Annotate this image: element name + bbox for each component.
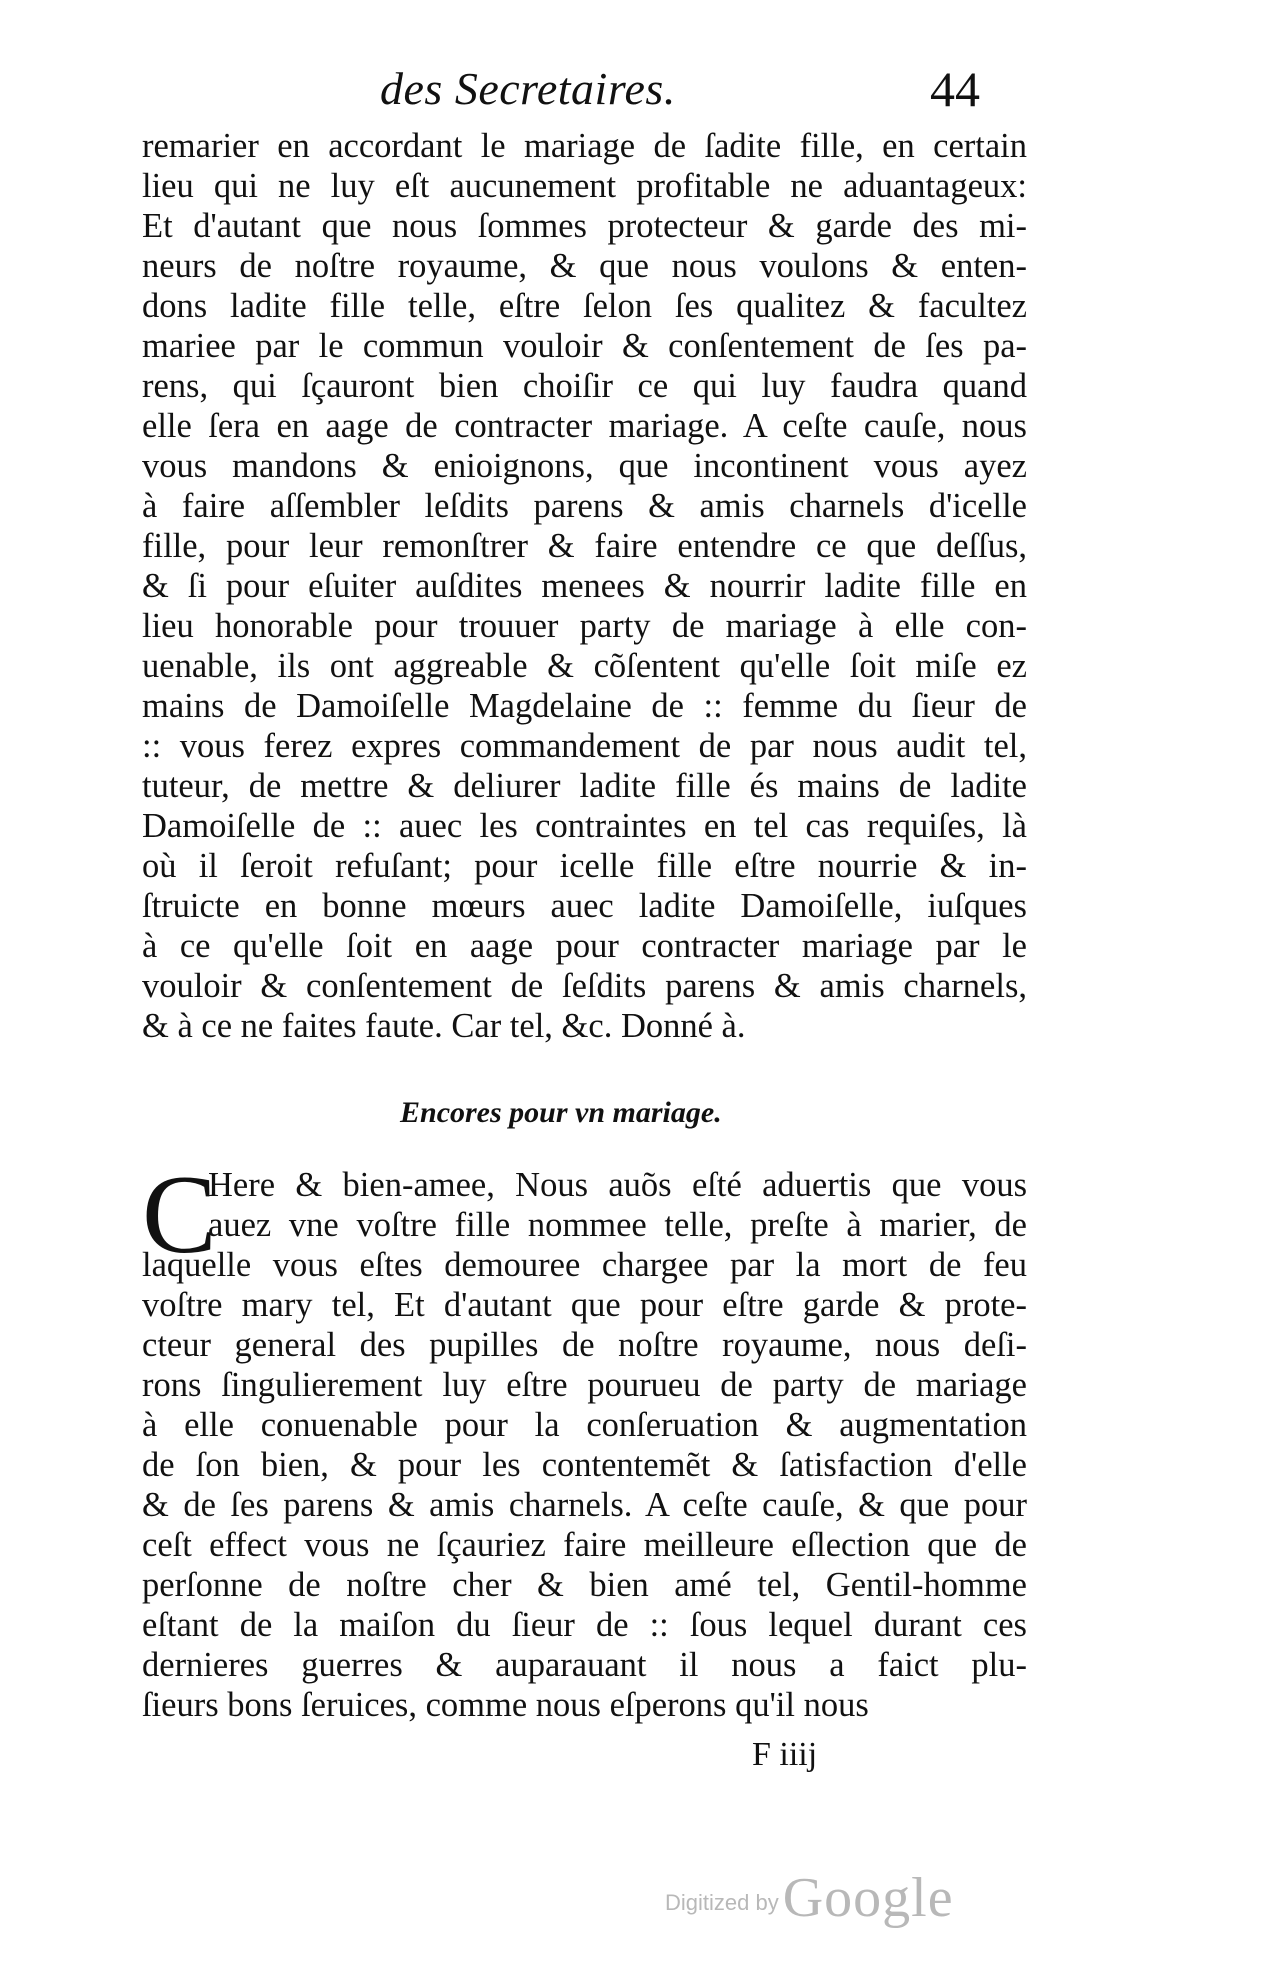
text-line: & de ſes parens & amis charnels. A ceſte cauſe, & que pour [142,1486,1027,1524]
text-line: lieu qui ne luy eſt aucunement profitable ne aduantageux: [142,167,1027,205]
text-line: rons ſingulierement luy eſtre pourueu de party de mariage [142,1366,1027,1404]
text-line: ſieurs bons ſeruices, comme nous eſperons qu'il nous [142,1686,869,1724]
paragraph-2-lines [142,1153,1027,1725]
text-line: neurs de noſtre royaume, & que nous voulons & enten- [142,247,1027,285]
text-line: ceſt effect vous ne ſçauriez faire meilleure eſlection que de [142,1526,1027,1564]
text-line: de ſon bien, & pour les contentemẽt & ſatisfaction d'elle [142,1446,1027,1484]
text-line: mariee par le commun vouloir & conſentement de ſes pa- [142,327,1027,365]
text-line: cteur general des pupilles de noſtre royaume, nous deſi- [142,1326,1027,1364]
text-line: :: vous ferez expres commandement de par nous audit tel, [142,727,1027,765]
text-line: où il ſeroit refuſant; pour icelle fille eſtre nourrie & in- [142,847,1027,885]
text-line: Damoiſelle de :: auec les contraintes en tel cas requiſes, là [142,807,1027,845]
text-line: vouloir & conſentement de ſeſdits parens & amis charnels, [142,967,1027,1005]
signature-mark: F iiij [752,1736,818,1773]
text-line: uenable, ils ont aggreable & cõſentent qu'elle ſoit miſe ez [142,647,1027,685]
drop-cap: C [142,1153,217,1277]
text-line: vous mandons & enioignons, que incontinent vous ayez [142,447,1027,485]
digitized-watermark [665,1866,954,1930]
text-line: à ce qu'elle ſoit en aage pour contracter mariage par le [142,927,1027,965]
section-title: Encores pour vn mariage. [400,1096,722,1129]
text-line: tuteur, de mettre & deliurer ladite fille és mains de ladite [142,767,1027,805]
text-line: eſtant de la maiſon du ſieur de :: ſous lequel durant ces [142,1606,1027,1644]
text-line: auez vne voſtre fille nommee telle, preſte à marier, de [208,1206,1027,1244]
text-line: perſonne de noſtre cher & bien amé tel, Gentil-homme [142,1566,1027,1604]
watermark-prefix: Digitized by [665,1890,779,1915]
text-line: fille, pour leur remonſtrer & faire entendre ce que deſſus, [142,527,1027,565]
text-line: & à ce ne faites faute. Car tel, &c. Donné à. [142,1007,746,1045]
text-line: voſtre mary tel, Et d'autant que pour eſtre garde & prote- [142,1286,1027,1324]
text-line: elle ſera en aage de contracter mariage. A ceſte cauſe, nous [142,407,1027,445]
watermark-brand: Google [782,1867,954,1929]
text-line: à elle conuenable pour la conſeruation & augmentation [142,1406,1027,1444]
text-line: dons ladite fille telle, eſtre ſelon ſes qualitez & facultez [142,287,1027,325]
text-line: Here & bien-amee, Nous auõs eſté aduertis que vous [208,1166,1027,1204]
paragraph-1 [142,126,1027,1046]
text-line: remarier en accordant le mariage de ſadite fille, en certain [142,127,1027,165]
text-line: à faire aſſembler leſdits parens & amis charnels d'icelle [142,487,1027,525]
text-line: Et d'autant que nous ſommes protecteur & garde des mi- [142,207,1027,245]
page-number: 44 [930,61,980,117]
text-line: mains de Damoiſelle Magdelaine de :: femme du ſieur de [142,687,1027,725]
text-line: laquelle vous eſtes demouree chargee par la mort de feu [142,1246,1027,1284]
text-line: ſtruicte en bonne mœurs auec ladite Damoiſelle, iuſques [142,887,1027,925]
text-line: dernieres guerres & auparauant il nous a faict plu- [142,1646,1027,1684]
text-line: & ſi pour eſuiter auſdites menees & nourrir ladite fille en [142,567,1027,605]
paragraph-2 [142,1153,1027,1725]
running-head: des Secretaires. [380,63,676,114]
text-line: rens, qui ſçauront bien choiſir ce qui luy faudra quand [142,367,1027,405]
text-line: lieu honorable pour trouuer party de mariage à elle con- [142,607,1027,645]
